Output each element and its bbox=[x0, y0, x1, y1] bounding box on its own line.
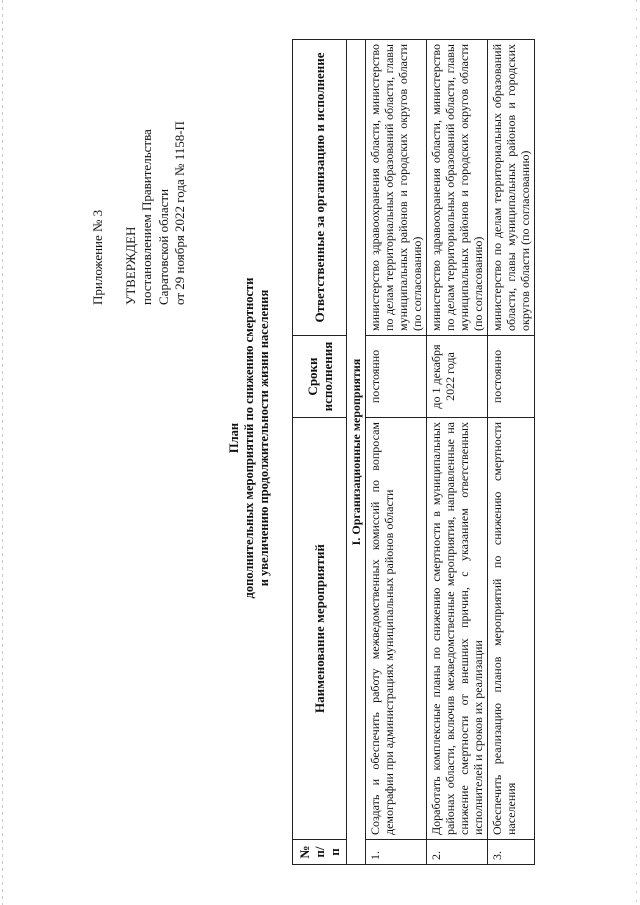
approved-label: УТВЕРЖДЕН bbox=[122, 226, 138, 305]
header-responsible: Ответственные за организацию и исполнение bbox=[293, 40, 347, 336]
row-responsible: министерство здравоохранения области, министерство по делам территориальных образований области, главы муниципальных районов и городских округов области (по согласованию) bbox=[366, 40, 427, 336]
appendix-number: Приложение № 3 bbox=[90, 209, 105, 305]
row-num: 2. bbox=[427, 840, 488, 865]
plan-table bbox=[292, 39, 535, 865]
table-row bbox=[427, 40, 488, 865]
section-title: I. Организационные мероприятия bbox=[347, 40, 366, 865]
header-num: № п/п bbox=[293, 840, 347, 865]
appendix-block bbox=[90, 85, 189, 305]
section-row bbox=[347, 40, 366, 865]
row-responsible: министерство здравоохранения области, министерство по делам территориальных образований области, главы муниципальных районов и городских округов области (по согласованию) bbox=[427, 40, 488, 336]
row-term: до 1 декабря 2022 года bbox=[427, 336, 488, 418]
title-line-1: План bbox=[227, 422, 241, 454]
approval-line-1: постановлением Правительства bbox=[139, 129, 154, 305]
row-measure: Обеспечить реализацию планов мероприятий по снижению смертности населения bbox=[488, 418, 535, 840]
table-row bbox=[488, 40, 535, 865]
row-term: постоянно bbox=[488, 336, 535, 418]
approval-line-2: Саратовской области bbox=[155, 188, 171, 305]
row-responsible: министерство по делам территориальных образований области, главы муниципальных районов и городских округов области (по согласованию) bbox=[488, 40, 535, 336]
row-term: постоянно bbox=[366, 336, 427, 418]
row-num: 1. bbox=[366, 840, 427, 865]
header-measure: Наименование мероприятий bbox=[293, 418, 347, 840]
title-line-3: и увеличению продолжительности жизни населения bbox=[257, 289, 271, 587]
header-term: Сроки исполнения bbox=[293, 336, 347, 418]
row-num: 3. bbox=[488, 840, 535, 865]
document-title bbox=[227, 233, 272, 643]
table-header-row bbox=[293, 40, 347, 865]
table-row bbox=[366, 40, 427, 865]
approval-line-3: от 29 ноября 2022 года № 1158-П bbox=[172, 121, 187, 305]
title-line-2: дополнительных мероприятий по снижению смертности bbox=[242, 277, 256, 599]
row-measure: Создать и обеспечить работу межведомственных комиссий по вопросам демографии при администрациях муниципальных районов области bbox=[366, 418, 427, 840]
row-measure: Доработать комплексные планы по снижению смертности в муниципальных районах области, включив межведомственные мероприятия, направленные на снижение смертности от внешних причин, с указанием ответственных исполнителей и сроков их реализации bbox=[427, 418, 488, 840]
